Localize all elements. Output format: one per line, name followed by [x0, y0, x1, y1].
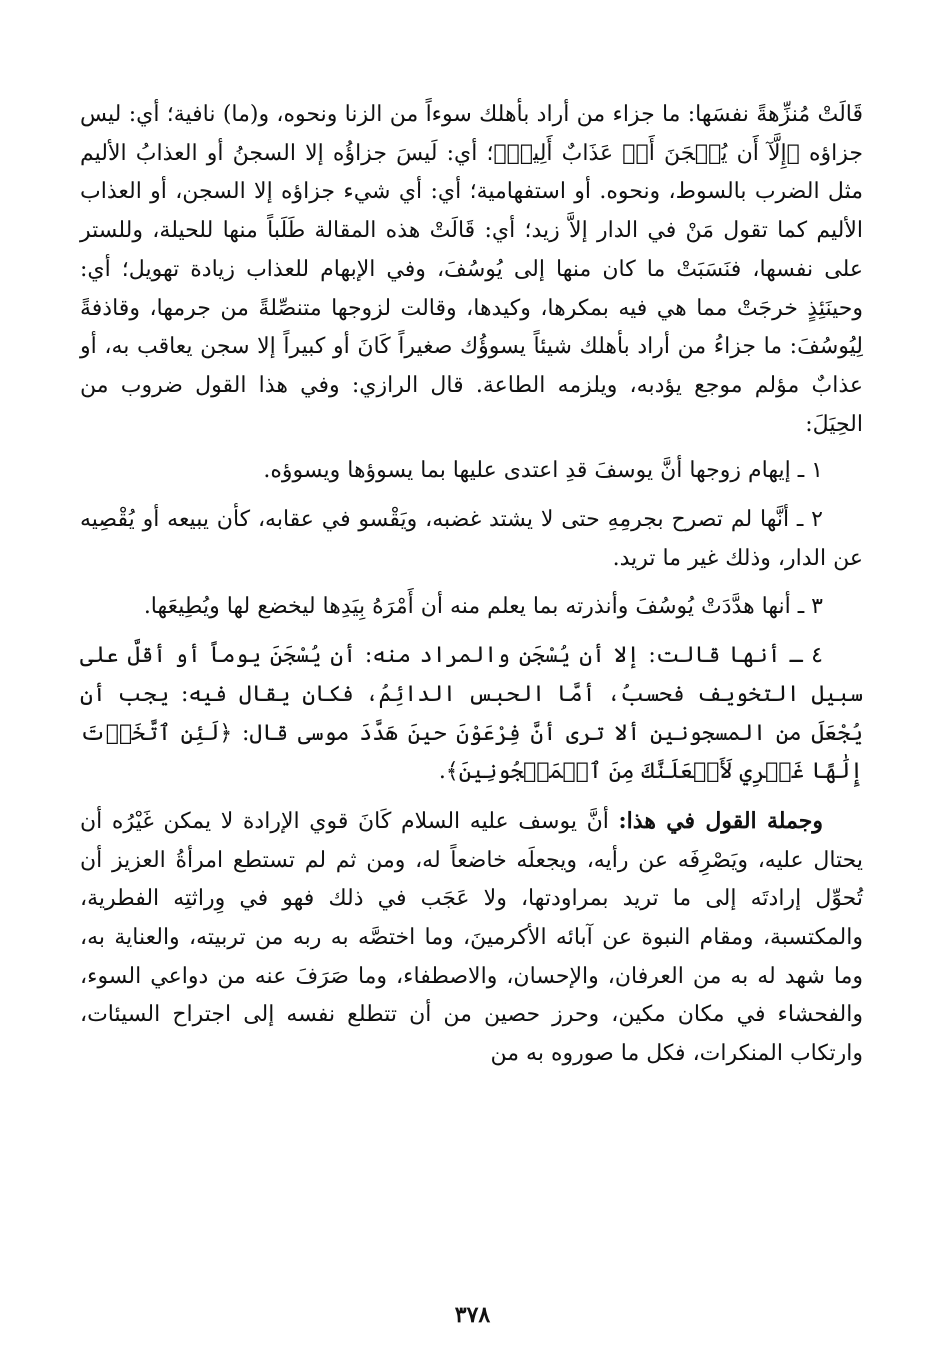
intro-paragraph: قَالَتْ مُنزِّهةً نفسَها: ما جزاء من أراد بأهلك سوءاً من الزنا ونحوه، و(ما) نافية؛ أي: ليس جزاؤه ﴿إِلَّآ أَن يُسۡجَنَ أَوۡ عَذَابٌ أَلِيمٞ﴾؛ أي: لَيسَ جزاؤُه إلا السجنُ أو العذابُ الأليم مثل الضرب بالسوط، ونحوه. أو استفهامية؛ أي: أي شيء جزاؤه إلا السجن، أو العذاب الأليم كما تقول مَنْ في الدار إلاَّ زيد؛ أي: قَالَتْ هذه المقالة طَلَباً منها للحيلة، وللستر على نفسها، فنَسَبَتْ ما كان منها إلى يُوسُفَ، وفي الإبهام للعذاب زيادة تهويل؛ أي: وحينَئِذٍ خرجَتْ مما هي فيه بمكرها، وكيدها، وقالت لزوجها متنصِّلةً من جرمها، وقاذفةً لِيُوسُفَ: ما جزاءُ من أراد بأهلك شيئاً يسوؤُك صغيراً كَانَ أو كبيراً إلا سجن يعاقب به، أو عذابٌ مؤلم موجع يؤدبه، ويلزمه الطاعة. قال الرازي: وفي هذا القول ضروب من الحِيَلَ:	[80, 102, 863, 437]
conclusion-lead: وجملة القول في هذا:	[618, 807, 823, 834]
text-body	[80, 96, 863, 1084]
conclusion-paragraph	[80, 802, 863, 1074]
conclusion-text: أنَّ يوسف عليه السلام كَانَ قوي الإرادة لا يمكن غَيْرُه أن يحتال عليه، ويَصْرِفَه عن رأيه، ويجعلَه خاضعاً له، ومن ثم لم تستطع امرأةُ العزيز أن تُحوِّل إرادتَه إلى ما تريد بمراودتها، ولا عَجَب في ذلك فهو في وِراثتِه الفطرية، والمكتسبة، ومقام النبوة عن آبائه الأكرمينَ، وما اختصَّه به ربه من تربيته، والعناية به، وما شهد له به من العرفان، والإحسان، والاصطفاء، وما صَرَفَ عنه من دواعي السوء، والفحشاء في مكان مكين، وحرز حصين من أن تتطلع نفسه إلى اجتراح السيئات، وارتكاب المنكرات، فكل ما صوروه به من	[80, 808, 863, 1067]
list-item-2: ٢ ـ أنَّها لم تصرح بجرمِهِ حتى لا يشتد غضبه، ويَقْسو في عقابه، كأن يبيعه أو يُقْصِيه عن الدار، وذلك غير ما تريد.	[80, 507, 863, 571]
page-number: ٣٧٨	[454, 1302, 491, 1328]
list-item-1: ١ ـ إيهام زوجها أنَّ يوسفَ قدِ اعتدى عليها بما يسوؤها ويسوؤه.	[263, 458, 823, 484]
list-item-4: ٤ ـ أنها قالت: إلا أن يُسْجَن والمراد منه: أن يُسْجَنَ يوماً أو أقلَّ على سبيل التخويف فحسبُ، أمَّا الحبس الدائِمُ، فكان يقال فيه: يجب أن يُجْعَلَ من المسجونين ألا ترى أنَّ فِرْعَوْنَ حينَ هَدَّدَ موسى قال: ﴿لَئِنِ ٱتَّخَذۡتَ إِلَٰهًا غَيۡرِي لَأَجۡعَلَنَّكَ مِنَ ٱلۡمَسۡجُونِينَ﴾.	[80, 643, 863, 785]
list-item-3: ٣ ـ أنها هدَّدَتْ يُوسُفَ وأنذرته بما يعلم منه أن أَمْرَهُ بِيَدِها ليخضع لها ويُطِيعَها.	[143, 594, 823, 620]
